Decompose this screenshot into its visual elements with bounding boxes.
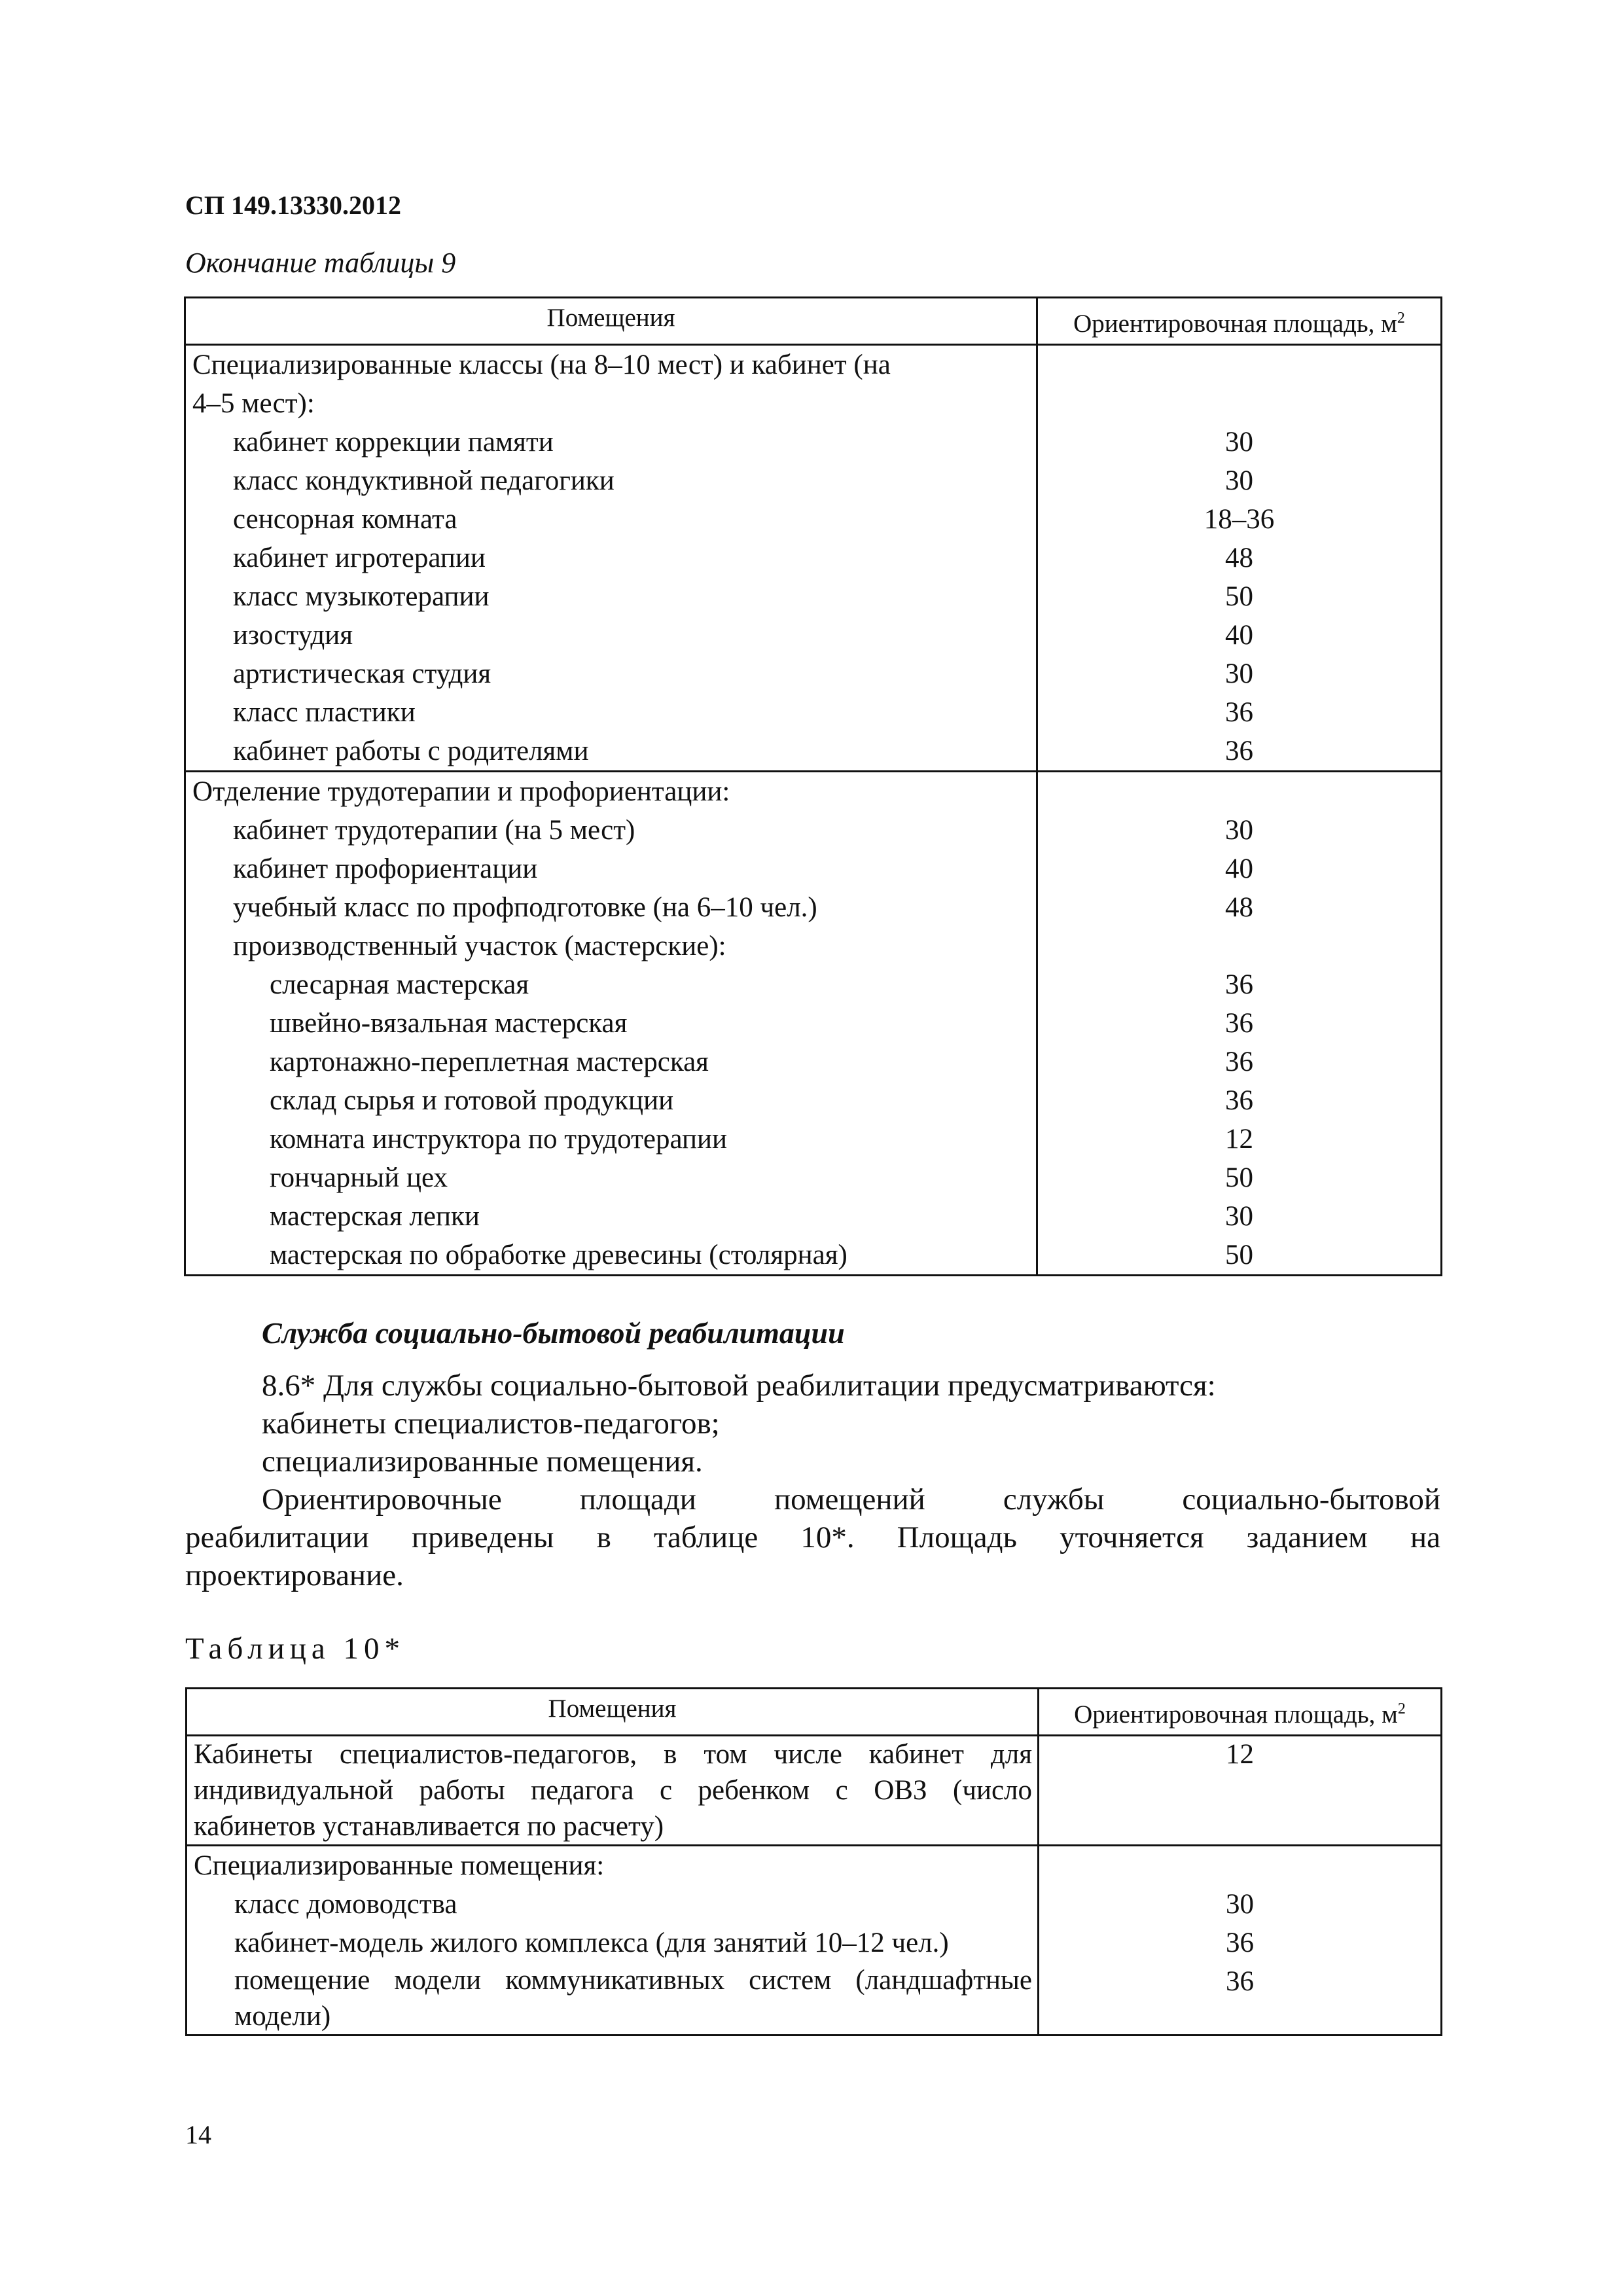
- table-10-label: Таблица 10*: [185, 1632, 406, 1666]
- paragraph-line: Ориентировочные площади помещений службы социально-бытовой: [262, 1482, 1440, 1516]
- column-header-rooms: Помещения: [185, 298, 1037, 345]
- area-value: 30: [1225, 465, 1253, 496]
- table-row-group-specialized-rooms: [187, 1846, 1442, 2036]
- room-description-line: Кабинеты специалистов-педагогов, в том числе кабинет для: [194, 1739, 1032, 1770]
- area-value: 36: [1226, 1928, 1254, 1958]
- area-value: 36: [1225, 1047, 1253, 1077]
- room-name: швейно-вязальная мастерская: [270, 1008, 628, 1039]
- group-title: Специализированные помещения:: [194, 1850, 605, 1881]
- paragraph-8-6: 8.6* Для службы социально-бытовой реабилитации предусматриваются:: [262, 1369, 1216, 1403]
- room-name: кабинет игротерапии: [233, 543, 486, 573]
- table-9: [184, 296, 1442, 1276]
- area-value: 48: [1225, 543, 1253, 573]
- room-name: класс домоводства: [234, 1889, 457, 1920]
- room-name: класс пластики: [233, 697, 416, 728]
- room-name: сенсорная комната: [233, 504, 457, 535]
- paragraph-list-item: специализированные помещения.: [262, 1444, 703, 1479]
- room-name: слесарная мастерская: [270, 969, 529, 1000]
- group-title: Специализированные классы (на 8–10 мест) и кабинет (на: [192, 350, 891, 380]
- room-name: класс кондуктивной педагогики: [233, 465, 615, 496]
- table-header-row: [185, 298, 1442, 345]
- area-value: 30: [1225, 658, 1253, 689]
- room-name: картонажно-переплетная мастерская: [270, 1047, 709, 1077]
- rooms-cell: [185, 345, 1037, 772]
- room-name: комната инструктора по трудотерапии: [270, 1124, 728, 1155]
- area-value: 36: [1225, 697, 1253, 728]
- area-value: 40: [1225, 853, 1253, 884]
- area-cell: [1037, 345, 1442, 772]
- table-row-group-specialized-classes: [185, 345, 1442, 772]
- area-value: 36: [1225, 1008, 1253, 1039]
- rooms-cell: [187, 1736, 1039, 1846]
- paragraph-line: проектирование.: [185, 1558, 404, 1592]
- room-name: гончарный цех: [270, 1162, 448, 1193]
- area-cell: [1039, 1846, 1442, 2036]
- area-cell: [1037, 772, 1442, 1276]
- area-value: 12: [1226, 1739, 1254, 1770]
- table-continuation-caption: Окончание таблицы 9: [185, 247, 456, 279]
- document-code: СП 149.13330.2012: [185, 190, 401, 220]
- room-name: изостудия: [233, 620, 353, 651]
- area-value: 12: [1225, 1124, 1253, 1155]
- room-name: кабинет-модель жилого комплекса (для занятий 10–12 чел.): [234, 1928, 949, 1958]
- group-title: Отделение трудотерапии и профориентации:: [192, 776, 730, 807]
- area-value: 40: [1225, 620, 1253, 651]
- subgroup-title: производственный участок (мастерские):: [233, 931, 726, 961]
- area-value: 30: [1225, 815, 1253, 846]
- area-value: 36: [1225, 969, 1253, 1000]
- rooms-cell: [185, 772, 1037, 1276]
- area-value: 30: [1225, 1201, 1253, 1232]
- area-value: 50: [1225, 581, 1253, 612]
- room-description-line: кабинетов устанавливается по расчету): [194, 1811, 664, 1842]
- area-value: 30: [1226, 1889, 1254, 1920]
- area-value: 18–36: [1204, 504, 1275, 535]
- room-name: склад сырья и готовой продукции: [270, 1085, 674, 1116]
- area-value: 30: [1225, 427, 1253, 457]
- room-name: учебный класс по профподготовке (на 6–10 чел.): [233, 892, 817, 923]
- area-value: 50: [1225, 1162, 1253, 1193]
- room-name: кабинет трудотерапии (на 5 мест): [233, 815, 635, 846]
- room-name: кабинет работы с родителями: [233, 736, 589, 766]
- room-name: класс музыкотерапии: [233, 581, 490, 612]
- area-value: 50: [1225, 1240, 1253, 1270]
- table-row-specialist-offices: [187, 1736, 1442, 1846]
- area-value: 48: [1225, 892, 1253, 923]
- group-title-cont: 4–5 мест):: [192, 388, 315, 419]
- table-10: [185, 1687, 1442, 2036]
- section-heading: Служба социально-бытовой реабилитации: [262, 1316, 845, 1350]
- room-name: артистическая студия: [233, 658, 491, 689]
- paragraph-list-item: кабинеты специалистов-педагогов;: [262, 1407, 720, 1441]
- room-name-cont: модели): [234, 2001, 331, 2032]
- area-value: 36: [1225, 736, 1253, 766]
- page-number: 14: [185, 2120, 211, 2149]
- column-header-area: Ориентировочная площадь, $м^2$: [1037, 298, 1442, 345]
- room-name: помещение модели коммуникативных систем (ландшафтные: [234, 1965, 1032, 1996]
- paragraph-line: реабилитации приведены в таблице 10*. Площадь уточняется заданием на: [185, 1520, 1440, 1554]
- room-name: мастерская по обработке древесины (столярная): [270, 1240, 847, 1270]
- table-row-group-labor-therapy: [185, 772, 1442, 1276]
- column-header-area: Ориентировочная площадь, $м^2$: [1039, 1689, 1442, 1736]
- rooms-cell: [187, 1846, 1039, 2036]
- room-name: кабинет профориентации: [233, 853, 538, 884]
- table-header-row: [187, 1689, 1442, 1736]
- area-value: 36: [1225, 1085, 1253, 1116]
- area-value: 36: [1226, 1966, 1254, 1997]
- area-cell: [1039, 1736, 1442, 1846]
- room-name: мастерская лепки: [270, 1201, 480, 1232]
- room-name: кабинет коррекции памяти: [233, 427, 554, 457]
- room-description-line: индивидуальной работы педагога с ребенком с ОВЗ (число: [194, 1775, 1032, 1806]
- column-header-rooms: Помещения: [187, 1689, 1039, 1736]
